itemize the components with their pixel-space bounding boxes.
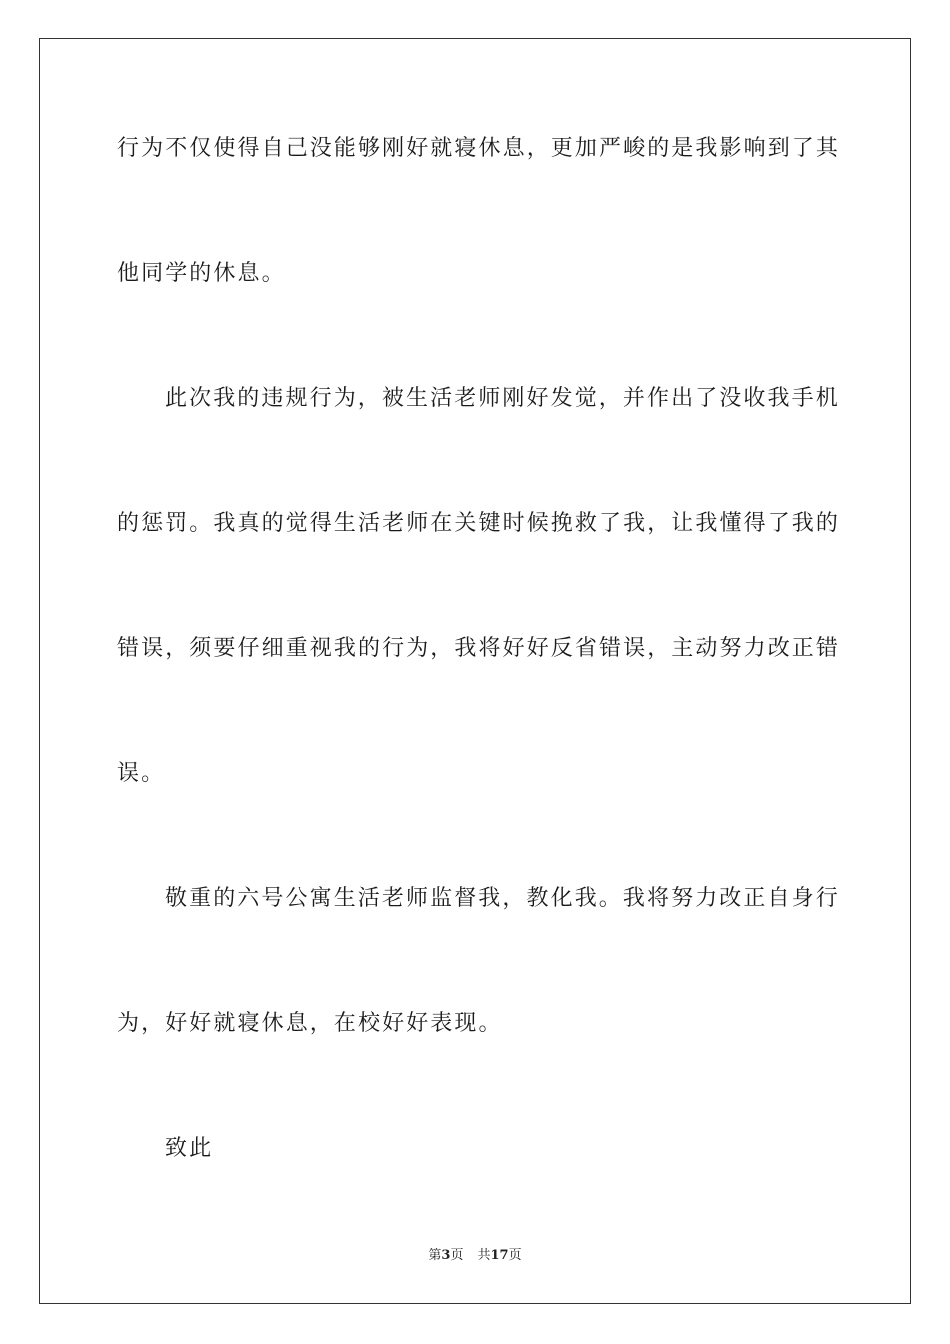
- body-line-3: 此次我的违规行为，被生活老师刚好发觉，并作出了没收我手机: [165, 386, 840, 411]
- total-suffix: 页: [508, 1248, 522, 1263]
- closing-line: 致此: [165, 1136, 214, 1161]
- body-line-4: 的惩罚。我真的觉得生活老师在关键时候挽救了我，让我懂得了我的: [117, 511, 841, 536]
- body-line-8: 为，好好就寝休息，在校好好表现。: [117, 1011, 503, 1036]
- total-prefix: 共: [477, 1248, 491, 1263]
- body-line-6: 误。: [117, 761, 166, 786]
- page-suffix: 页: [450, 1248, 464, 1263]
- body-line-1: 行为不仅使得自己没能够刚好就寝休息，更加严峻的是我影响到了其: [117, 136, 841, 161]
- page-border: [39, 38, 911, 1304]
- body-line-5: 错误，须要仔细重视我的行为，我将好好反省错误，主动努力改正错: [117, 636, 841, 661]
- total-pages: 17: [490, 1248, 509, 1263]
- page-prefix: 第: [428, 1248, 442, 1263]
- page-number: 3: [441, 1248, 451, 1263]
- page-footer: [0, 1246, 950, 1266]
- body-line-7: 敬重的六号公寓生活老师监督我，教化我。我将努力改正自身行: [165, 886, 840, 911]
- body-line-2: 他同学的休息。: [117, 261, 286, 286]
